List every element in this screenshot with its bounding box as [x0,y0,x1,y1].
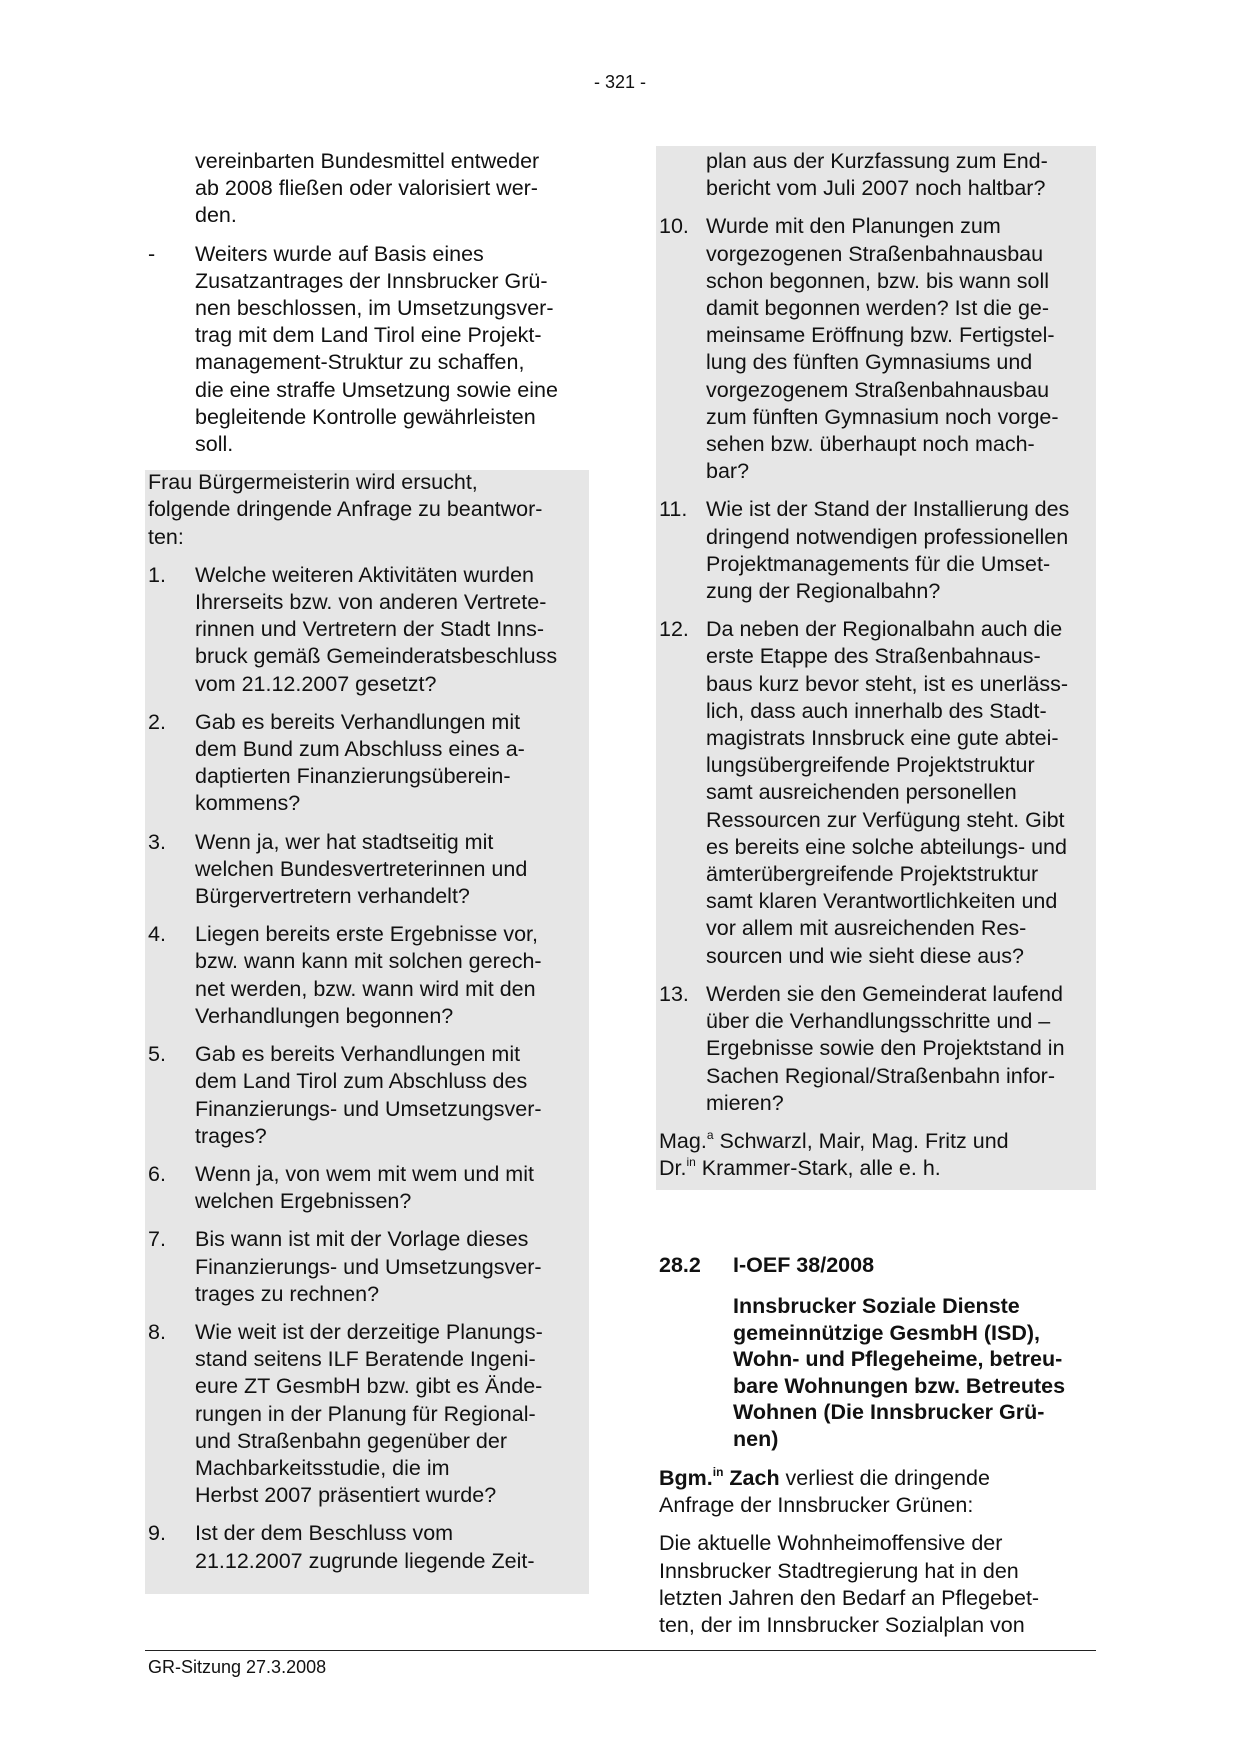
text-line: soll. [195,432,234,457]
text-line: Innsbrucker Stadtregierung hat in den [659,1558,1019,1583]
text-line: stand seitens ILF Beratende Ingeni- [195,1347,536,1372]
text-line: Machbarkeitsstudie, die im [195,1455,450,1480]
text-line: nen beschlossen, im Umsetzungsver- [195,296,554,321]
signer-names: Schwarzl, Mair, Mag. Fritz und [713,1128,1009,1153]
text-line: meinsame Eröffnung bzw. Fertigstel- [706,323,1055,348]
question-number: 1. [148,562,166,587]
question-item [656,616,1096,970]
footer-session-label: GR-Sitzung 27.3.2008 [148,1657,327,1677]
text-line: Finanzierungs- und Umsetzungsver- [195,1096,542,1121]
question-item [656,213,1096,485]
question-item [145,562,589,698]
text-line: die eine straffe Umsetzung sowie eine [195,377,558,402]
footer-divider [145,1650,1096,1651]
question-item [656,496,1096,605]
text-line: dem Bund zum Abschluss eines a- [195,737,525,762]
text-line: vereinbarten Bundesmittel entweder [195,149,540,173]
question-number: 3. [148,829,166,854]
text-line: und Straßenbahn gegenüber der [195,1428,507,1453]
text-line: Wenn ja, von wem mit wem und mit [195,1161,534,1186]
question-number: 9. [148,1521,166,1546]
text-line: Wie ist der Stand der Installierung des [706,497,1070,522]
text-line: erste Etappe des Straßenbahnaus- [706,644,1041,669]
text-line: Ressourcen zur Verfügung steht. Gibt [706,807,1065,832]
text-line: Wie weit ist der derzeitige Planungs- [195,1319,543,1344]
text-line: trages zu rechnen? [195,1281,380,1306]
text-line: damit begonnen werden? Ist die ge- [706,296,1050,321]
text-line: Anfrage der Innsbrucker Grünen: [659,1493,974,1518]
text-line: Herbst 2007 präsentiert wurde? [195,1483,497,1508]
question-number: 6. [148,1161,166,1186]
question-number: 5. [148,1042,166,1067]
question-number: 2. [148,709,166,734]
text-line: welchen Bundesvertreterinnen und [195,856,528,881]
body-paragraph [659,1530,1099,1639]
text-line: Bürgervertretern verhandelt? [195,884,470,909]
text-line: Wenn ja, wer hat stadtseitig mit [195,829,494,854]
text-line: trages? [195,1123,267,1148]
intro-continuation [145,148,589,230]
text-line: Verhandlungen begonnen? [195,1003,454,1028]
text-line: 21.12.2007 zugrunde liegende Zeit- [195,1548,535,1573]
question-9-continuation [656,148,1096,202]
text-line: sehen bzw. überhaupt noch mach- [706,432,1035,457]
speaker-surname: Zach [723,1466,780,1490]
text-line: Ergebnisse sowie den Projektstand in [706,1036,1065,1061]
text-line: zung der Regionalbahn? [706,579,941,604]
text-line: Wurde mit den Planungen zum [706,214,1001,239]
title-superscript: in [686,1155,696,1170]
text-line: eure ZT GesmbH bzw. gibt es Ände- [195,1374,543,1399]
text-line: begleitende Kontrolle gewährleisten [195,404,536,429]
text-line: ten: [148,524,184,549]
text-line: verliest die dringende [779,1466,990,1490]
text-line: lung des fünften Gymnasiums und [706,350,1033,375]
text-line: Gab es bereits Verhandlungen mit [195,709,521,734]
text-line: ämterübergreifende Projektstruktur [706,862,1039,887]
text-line: Weiters wurde auf Basis eines [195,241,484,266]
question-item [145,709,589,818]
text-line: bar? [706,459,750,484]
question-item [145,1041,589,1150]
text-line: letzten Jahren den Bedarf an Pflegebet- [659,1585,1040,1610]
signer-names: Krammer-Stark, alle e. h. [695,1156,941,1181]
text-line: Finanzierungs- und Umsetzungsver- [195,1254,542,1279]
text-line: Bis wann ist mit der Vorlage dieses [195,1227,529,1252]
text-line: net werden, bzw. wann wird mit den [195,976,536,1001]
text-line: schon begonnen, bzw. bis wann soll [706,268,1050,293]
question-number: 12. [659,617,689,642]
speaker-title: Bgm. [659,1466,713,1490]
text-line: vom 21.12.2007 gesetzt? [195,671,437,696]
text-line: ten, der im Innsbrucker Sozialplan von [659,1613,1025,1638]
signers-line-2 [659,1155,1096,1182]
text-line: Ihrerseits bzw. von anderen Vertrete- [195,590,547,615]
text-line: daptierten Finanzierungsüberein- [195,764,511,789]
text-line: Wohn- und Pflegeheime, betreu- [733,1347,1063,1371]
text-line: kommens? [195,791,301,816]
question-item [145,1161,589,1215]
text-line: den. [195,203,237,228]
text-line: rungen in der Planung für Regional- [195,1401,536,1426]
text-line: baus kurz bevor steht, ist es unerläss- [706,671,1069,696]
text-line: Frau Bürgermeisterin wird ersucht, [148,470,478,495]
text-line: Zusatzantrages der Innsbrucker Grü- [195,268,548,293]
request-intro [145,469,589,551]
speaker-name [659,1466,780,1490]
text-line: vorgezogenen Straßenbahnausbau [706,241,1044,266]
text-line: Werden sie den Gemeinderat laufend [706,981,1063,1006]
question-number: 10. [659,214,689,239]
question-item [656,981,1096,1117]
text-line: nen) [733,1426,779,1451]
text-line: bericht vom Juli 2007 noch haltbar? [706,176,1046,201]
text-line: welchen Ergebnissen? [195,1189,412,1214]
text-line: folgende dringende Anfrage zu beantwor- [148,497,543,522]
text-line: dem Land Tirol zum Abschluss des [195,1069,528,1094]
signers-line-1 [659,1128,1096,1155]
text-line: lich, dass auch innerhalb des Stadt- [706,698,1047,723]
text-line: bare Wohnungen bzw. Betreutes [733,1373,1066,1398]
section-title [733,1293,1103,1452]
text-line: mieren? [706,1090,784,1115]
text-line: vor allem mit ausreichenden Res- [706,916,1027,941]
text-line: bruck gemäß Gemeinderatsbeschluss [195,644,558,669]
title-superscript: a [706,1127,714,1142]
dash-marker: - [148,241,156,266]
text-line: Da neben der Regionalbahn auch die [706,617,1063,642]
text-line: Wohnen (Die Innsbrucker Grü- [733,1400,1045,1424]
text-line: ab 2008 fließen oder valorisiert wer- [195,176,538,201]
text-line: lungsübergreifende Projektstruktur [706,753,1035,778]
text-line: samt ausreichenden personellen [706,780,1017,805]
question-item [145,1226,589,1308]
text-line: sourcen und wie sieht diese aus? [706,943,1024,968]
title-abbrev: Mag. [659,1128,707,1153]
text-line: management-Struktur zu schaffen, [195,350,525,375]
text-line: Gab es bereits Verhandlungen mit [195,1042,521,1067]
left-column [145,148,589,1586]
signers [656,1128,1096,1182]
dash-list-item [145,241,589,459]
text-line: Welche weiteren Aktivitäten wurden [195,562,535,587]
question-item [145,829,589,911]
text-line: Die aktuelle Wohnheimoffensive der [659,1531,1003,1556]
text-line: trag mit dem Land Tirol eine Projekt- [195,323,542,348]
speaker-paragraph [659,1465,1099,1519]
question-number: 11. [659,497,688,522]
text-line: es bereits eine solche abteilungs- und [706,834,1067,859]
text-line: Liegen bereits erste Ergebnisse vor, [195,922,539,947]
text-line: gemeinnützige GesmbH (ISD), [733,1320,1041,1345]
text-line: zum fünften Gymnasium noch vorge- [706,404,1059,429]
right-column [656,148,1096,1193]
text-line: Innsbrucker Soziale Dienste [733,1294,1020,1318]
section-code: I-OEF 38/2008 [733,1253,875,1277]
speaker-title-superscript: in [712,1465,724,1479]
text-line: magistrats Innsbruck eine gute abtei- [706,726,1059,751]
text-line: Ist der dem Beschluss vom [195,1521,454,1546]
question-number: 4. [148,922,166,947]
text-line: bzw. wann kann mit solchen gerech- [195,949,542,974]
text-line: rinnen und Vertretern der Stadt Inns- [195,617,544,642]
question-number: 8. [148,1319,166,1344]
title-abbrev: Dr. [659,1156,687,1181]
section-number: 28.2 [659,1253,701,1277]
question-number: 13. [659,981,689,1006]
question-number: 7. [148,1227,166,1252]
text-line: samt klaren Verantwortlichkeiten und [706,889,1058,914]
text-line: vorgezogenem Straßenbahnausbau [706,377,1050,402]
text-line: Projektmanagements für die Umset- [706,551,1051,576]
text-line: Sachen Regional/Straßenbahn infor- [706,1063,1055,1088]
text-line: über die Verhandlungsschritte und – [706,1009,1051,1034]
question-item [145,921,589,1030]
text-line: dringend notwendigen professionellen [706,524,1069,549]
text-line: plan aus der Kurzfassung zum End- [706,149,1048,173]
page-number: - 321 - [593,72,647,92]
question-item [145,1319,589,1509]
question-item [145,1520,589,1574]
section-body [659,1465,1099,1650]
